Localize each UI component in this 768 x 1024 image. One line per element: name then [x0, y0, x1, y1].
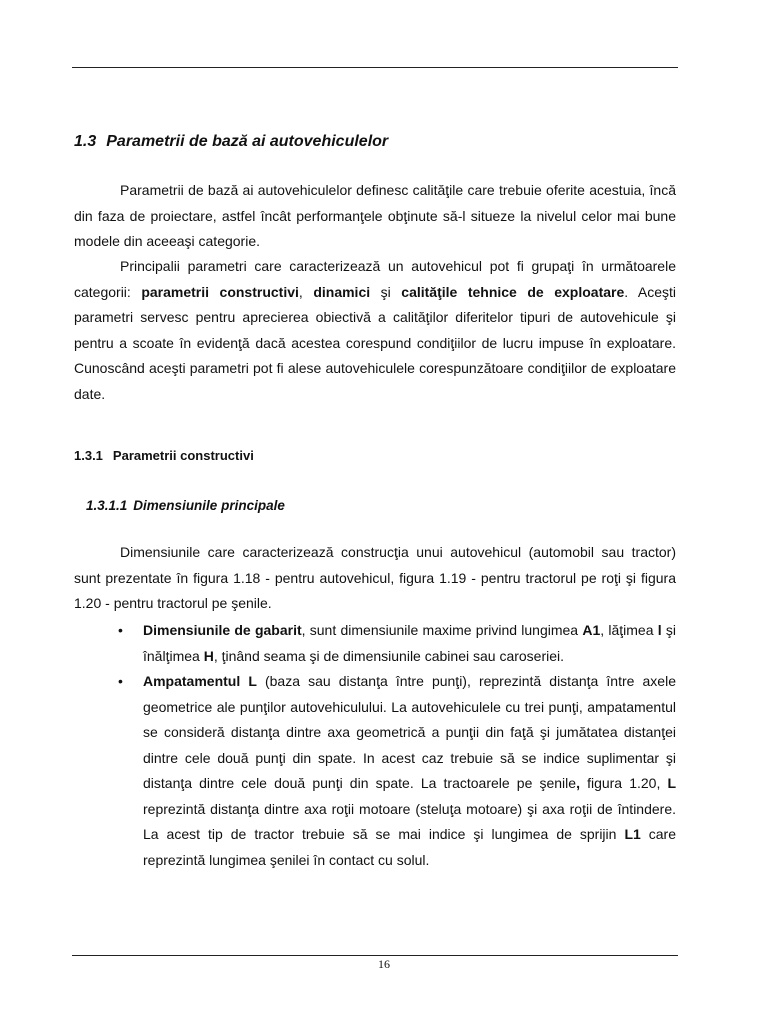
symbol-h: H — [203, 647, 214, 664]
symbol-L: L — [667, 775, 677, 791]
intro-paragraph: Parametrii de bază ai autovehiculelor definesc calităţile care trebuie oferite acestuia, încă din faza de proiectare, astfel încât performanţele obţinute să-l situeze la nivelul celor mai bune modele din aceeaşi categorie. — [74, 182, 676, 249]
gabarit-text-3: şi înălţimea — [143, 622, 676, 664]
ampatament-text-2: figura 1.20, — [579, 775, 668, 791]
ampatament-text-4: care reprezintă lungimea şenilei în contact cu solul. — [143, 826, 677, 868]
subsubsection-number: 1.3.1.1 — [86, 498, 128, 513]
list-item-gabarit — [74, 618, 676, 669]
subsubsection-title: Dimensiunile principale — [133, 498, 285, 513]
subsubsection-heading — [86, 498, 285, 513]
subsection-number: 1.3.1 — [74, 448, 103, 463]
categories-bold-dynamic: dinamici — [313, 283, 371, 300]
section-number: 1.3 — [74, 133, 97, 150]
gabarit-text-4: , ţinând seama şi de dimensiunile cabinei sau caroseriei. — [213, 647, 565, 664]
categories-text-2: , — [298, 283, 314, 300]
section-title: Parametrii de bază ai autovehiculelor — [106, 133, 389, 150]
subsection-title: Parametrii constructivi — [112, 448, 254, 463]
term-gabarit: Dimensiunile de gabarit — [143, 622, 302, 638]
bold-comma: , — [576, 775, 580, 791]
page-number: 16 — [378, 957, 390, 971]
symbol-a1: A1 — [582, 622, 601, 638]
categories-bold-exploitation: calităţile tehnice de exploatare — [401, 283, 625, 300]
list-item-ampatament — [74, 669, 676, 873]
dimensions-paragraph: Dimensiunile care caracterizează construcţia unui autovehicul (automobil sau tractor) sunt prezentate în figura 1.18 - pentru autovehicul, figura 1.19 - pentru tractorul pe roţi şi figura 1.20 - pentru tractorul pe şenile. — [74, 544, 676, 611]
symbol-L1: L1 — [624, 826, 641, 842]
subsection-heading — [74, 448, 254, 463]
gabarit-text-1: , sunt dimensiunile maxime privind lungimea — [301, 622, 583, 638]
term-ampatament: Ampatamentul L — [143, 673, 257, 689]
gabarit-text-2: , lăţimea — [600, 622, 658, 638]
dimensions-list — [74, 618, 676, 873]
bullet-marker: • — [118, 673, 123, 689]
header-rule — [72, 67, 678, 68]
categories-bold-constructive: parametrii constructivi — [141, 283, 299, 300]
categories-paragraph — [74, 254, 676, 407]
footer-rule — [72, 955, 678, 956]
categories-text-4: . Aceşti parametri servesc pentru aprecierea obiectivă a calităţilor diferitelor tipuri de autovehicule şi pentru a scoate în evidenţă dacă acestea corespund condiţiilor de lucru impuse în exploatare. Cunoscând aceşti parametri pot fi alese autovehiculele corespunzătoare condiţiilor de exploatare date. — [74, 283, 677, 402]
section-heading — [74, 133, 388, 151]
categories-text-3: şi — [370, 283, 402, 300]
ampatament-text-3: reprezintă distanţa dintre axa roţii motoare (steluţa motoare) şi axa roţii de întindere. La acest tip de tractor trebuie să se mai indice şi lungimea de sprijin — [143, 800, 676, 842]
categories-text-1: Principalii parametri care caracterizează un autovehicul pot fi grupaţi în următoarele categorii: — [74, 258, 676, 300]
symbol-l: l — [657, 622, 662, 638]
bullet-marker: • — [118, 622, 123, 638]
ampatament-text-1: (baza sau distanţa între punţi), reprezintă distanţa între axele geometrice ale punţilor autovehiculului. La autovehiculele cu trei punţi, ampatamentul se consideră distanţa dintre axa geometrică a punţii din faţă şi jumătatea distanţei dintre cele două punţi din spate. In acest caz trebuie să se indice suplimentar şi distanţa dintre cele două punţi din spate. La tractoarele pe şenile — [143, 673, 676, 791]
